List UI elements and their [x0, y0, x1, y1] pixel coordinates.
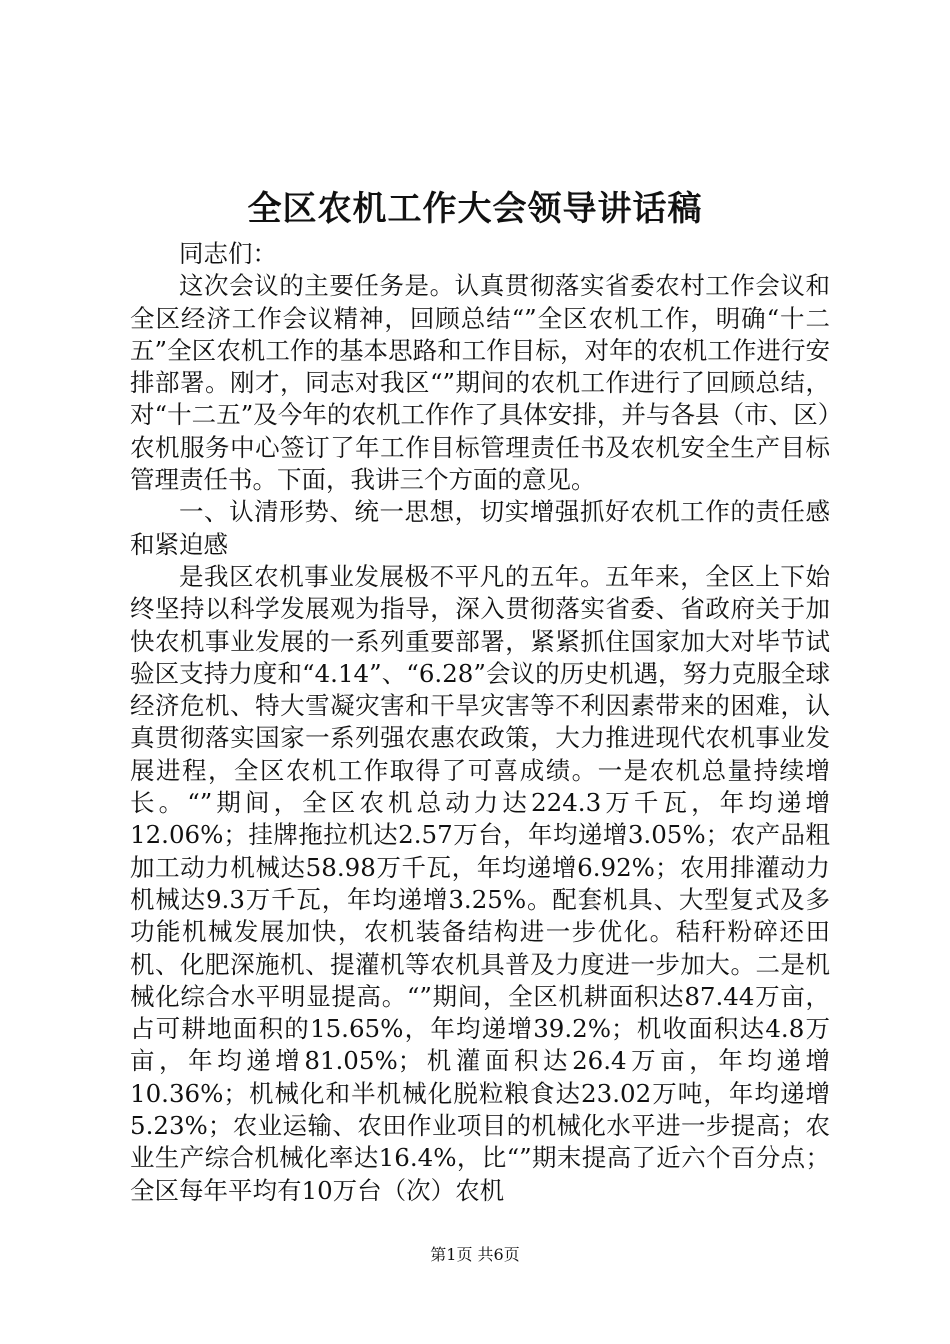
body-paragraph: 是我区农机事业发展极不平凡的五年。五年来，全区上下始终坚持以科学发展观为指导，深入贯彻落实省委、省政府关于加快农机事业发展的一系列重要部署，紧紧抓住国家加大对毕节试验区支持力度和“4.14”、“6.28”会议的历史机遇，努力克服全球经济危机、特大雪凝灾害和干旱灾害等不利因素带来的困难，认真贯彻落实国家一系列强农惠农政策，大力推进现代农机事业发展进程，全区农机工作取得了可喜成绩。一是农机总量持续增长。“”期间，全区农机总动力达224.3万千瓦，年均递增12.06%；挂牌拖拉机达2.57万台，年均递增3.05%；农产品粗加工动力机械达58.98万千瓦，年均递增6.92%；农用排灌动力机械达9.3万千瓦，年均递增3.25%。配套机具、大型复式及多功能机械发展加快，农机装备结构进一步优化。秸秆粉碎还田机、化肥深施机、提灌机等农机具普及力度进一步加大。二是机械化综合水平明显提高。“”期间，全区机耕面积达87.44万亩，占可耕地面积的15.65%，年均递增39.2%；机收面积达4.8万亩，年均递增81.05%；机灌面积达26.4万亩，年均递增10.36%；机械化和半机械化脱粒粮食达23.02万吨，年均递增5.23%；农业运输、农田作业项目的机械化水平进一步提高；农业生产综合机械化率达16.4%，比“”期末提高了近六个百分点；全区每年平均有10万台（次）农机 [130, 561, 830, 1205]
greeting-paragraph: 同志们： [179, 239, 277, 268]
section-heading: 一、认清形势、统一思想，切实增强抓好农机工作的责任感和紧迫感 [130, 497, 830, 559]
page-number-footer: 第1页 共6页 [430, 1245, 520, 1264]
document-title: 全区农机工作大会领导讲话稿 [247, 189, 703, 229]
body-paragraph: 这次会议的主要任务是。认真贯彻落实省委农村工作会议和全区经济工作会议精神，回顾总结“”全区农机工作，明确“十二五”全区农机工作的基本思路和工作目标，对年的农机工作进行安排部署。刚才，同志对我区“”期间的农机工作进行了回顾总结，对“十二五”及今年的农机工作作了具体安排，并与各县（市、区）农机服务中心签订了年工作目标管理责任书及农机安全生产目标管理责任书。下面，我讲三个方面的意见。 [130, 271, 830, 495]
document-body [130, 238, 830, 1207]
